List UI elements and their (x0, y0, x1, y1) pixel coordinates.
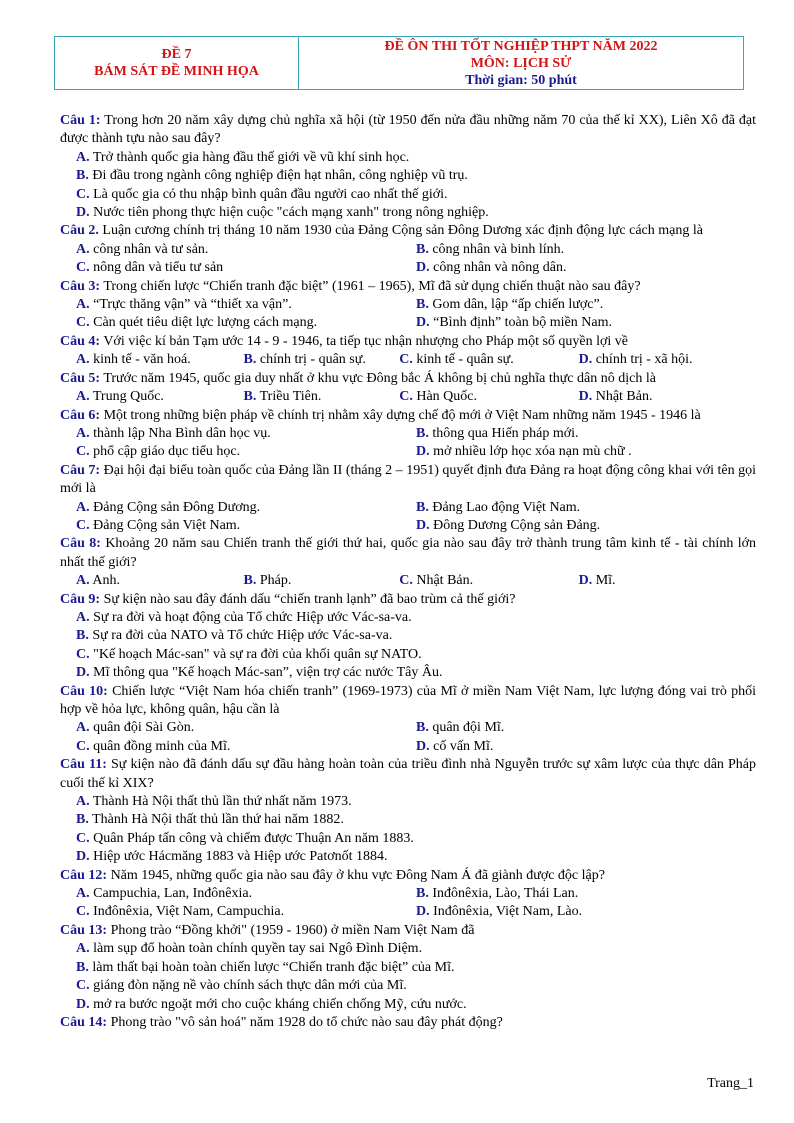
option-letter: B. (416, 886, 429, 902)
question-number: Câu 3: (60, 278, 101, 294)
question-stem (60, 370, 756, 388)
option-list (76, 609, 756, 683)
option-letter: B. (416, 425, 429, 441)
answer-option[interactable] (416, 296, 756, 314)
question-text: Khoảng 20 năm sau Chiến tranh thế giới thứ hai, quốc gia nào sau đây trở thành trung tâm kinh tế - tài chính lớn nhất thế giới? (60, 536, 756, 570)
answer-option[interactable] (76, 609, 756, 627)
answer-option[interactable] (399, 388, 578, 406)
question-text: Chiến lược “Việt Nam hóa chiến tranh” (1969-1973) của Mĩ ở miền Nam Việt Nam, lực lượng đóng vai trò phối hợp về hỏa lực, không quân, hậu cần là (60, 683, 756, 717)
answer-option[interactable] (76, 517, 416, 535)
answer-option[interactable] (416, 259, 756, 277)
option-text: phổ cập giáo dục tiểu học. (93, 444, 241, 460)
option-letter: D. (578, 389, 593, 405)
option-text: kinh tế - quân sự. (416, 352, 514, 368)
option-text: Nước tiên phong thực hiện cuộc "cách mạng xanh" trong nông nghiệp. (93, 205, 489, 221)
option-letter: C. (399, 352, 413, 368)
option-text: công nhân và binh lính. (432, 241, 565, 257)
question-text: Sự kiện nào đã đánh dấu sự đầu hàng hoàn toàn của triều đình nhà Nguyễn trước sự xâm lược của thực dân Pháp cuối thế kỉ XIX? (60, 757, 757, 791)
option-letter: D. (416, 444, 430, 460)
answer-option[interactable] (76, 241, 416, 259)
option-letter: A. (76, 720, 90, 736)
option-letter: B. (76, 959, 89, 975)
option-text: “Trực thăng vận” và “thiết xa vận”. (93, 297, 292, 313)
option-letter: A. (76, 425, 90, 441)
option-letter: B. (243, 389, 257, 405)
question-stem (60, 922, 756, 940)
option-text: kinh tế - văn hoá. (93, 352, 191, 368)
question-stem (60, 278, 756, 296)
option-text: Sự ra đời của NATO và Tổ chức Hiệp ước Vác-sa-va. (92, 628, 393, 644)
option-text: "Kế hoạch Mác-san" và sự ra đời của khối quân sự NATO. (93, 646, 422, 662)
exam-subject: MÔN: LỊCH SỬ (470, 55, 572, 71)
option-letter: B. (416, 241, 429, 257)
option-letter: C. (76, 315, 90, 331)
option-letter: C. (76, 260, 90, 276)
option-list (76, 149, 756, 223)
question-stem (60, 683, 756, 720)
option-row (76, 241, 756, 259)
option-text: “Bình định” toàn bộ miền Nam. (433, 315, 612, 331)
question (60, 535, 756, 590)
question-text: Trong hơn 20 năm xây dựng chủ nghĩa xã hội (từ 1950 đến nửa đầu những năm 70 của thế kỉ XX), Liên Xô đã đạt được thành tựu nào sau đây? (60, 113, 757, 147)
option-text: thành lập Nha Bình dân học vụ. (93, 425, 271, 441)
answer-option[interactable] (76, 959, 756, 977)
answer-option[interactable] (76, 259, 416, 277)
option-text: Đảng Cộng sản Việt Nam. (93, 517, 241, 533)
option-row (76, 903, 756, 921)
option-text: giáng đòn nặng nề vào chính sách thực dân mới của Mĩ. (93, 978, 407, 994)
option-text: nông dân và tiểu tư sản (93, 260, 224, 276)
option-letter: D. (578, 352, 593, 368)
option-letter: C. (76, 517, 90, 533)
answer-option[interactable] (76, 903, 416, 921)
option-text: công nhân và nông dân. (433, 260, 567, 276)
question-stem (60, 867, 756, 885)
option-text: mở nhiều lớp học xóa nạn mù chữ . (433, 444, 632, 460)
option-text: quân đội Sài Gòn. (93, 720, 195, 736)
answer-option[interactable] (244, 572, 400, 590)
option-text: làm thất bại hoàn toàn chiến lược “Chiến tranh đặc biệt” của Mĩ. (92, 959, 455, 975)
option-letter: A. (76, 573, 90, 589)
option-letter: C. (399, 573, 413, 589)
option-text: Đảng Cộng sản Đông Dương. (93, 499, 261, 515)
answer-option[interactable] (76, 830, 756, 848)
option-text: Triều Tiên. (259, 389, 322, 405)
exam-subtitle: BÁM SÁT ĐỀ MINH HỌA (94, 64, 259, 79)
question-number: Câu 8: (60, 536, 101, 552)
answer-option[interactable] (76, 627, 756, 645)
answer-option[interactable] (76, 811, 756, 829)
option-letter: D. (76, 996, 90, 1012)
question (60, 867, 756, 922)
question (60, 683, 756, 757)
option-letter: B. (243, 573, 257, 589)
exam-header (54, 36, 744, 90)
answer-option[interactable] (416, 443, 756, 461)
question-number: Câu 1: (60, 113, 101, 128)
option-letter: B. (243, 352, 257, 368)
option-letter: D. (76, 205, 90, 221)
question (60, 407, 756, 462)
option-text: Càn quét tiêu diệt lực lượng cách mạng. (93, 315, 318, 331)
option-text: Hàn Quốc. (416, 389, 478, 405)
answer-option[interactable] (579, 572, 756, 590)
answer-option[interactable] (416, 314, 756, 332)
question-stem (60, 222, 756, 240)
answer-option[interactable] (76, 738, 416, 756)
answer-option[interactable] (244, 351, 400, 369)
option-text: quân đội Mĩ. (432, 720, 505, 736)
question-number: Câu 10: (60, 683, 108, 699)
question-number: Câu 12: (60, 867, 108, 883)
option-letter: C. (76, 904, 90, 920)
option-letter: B. (76, 168, 89, 184)
answer-option[interactable] (416, 241, 756, 259)
option-row (76, 719, 756, 737)
option-letter: D. (416, 738, 430, 754)
option-text: Thành Hà Nội thất thủ lần thứ hai năm 1882. (92, 812, 344, 828)
option-letter: C. (76, 444, 90, 460)
option-row (76, 314, 756, 332)
option-text: Mĩ thông qua "Kế hoạch Mác-san”, viện trợ các nước Tây Âu. (93, 665, 443, 681)
option-text: Mĩ. (595, 573, 616, 589)
question (60, 112, 756, 222)
option-text: Campuchia, Lan, Inđônêxia. (93, 886, 253, 902)
option-text: Đông Dương Cộng sản Đảng. (433, 517, 601, 533)
option-letter: D. (416, 517, 430, 533)
answer-option[interactable] (76, 388, 244, 406)
question-text: Năm 1945, những quốc gia nào sau đây ở khu vực Đông Nam Á đã giành được độc lập? (110, 867, 605, 883)
option-row (76, 443, 756, 461)
option-letter: D. (416, 904, 430, 920)
answer-option[interactable] (416, 885, 756, 903)
exam-duration: Thời gian: 50 phút (465, 72, 577, 88)
exam-title-box (299, 37, 743, 89)
option-row (76, 351, 756, 369)
question-number: Câu 2. (60, 223, 99, 239)
option-text: Pháp. (259, 573, 292, 589)
option-list (76, 793, 756, 867)
question (60, 333, 756, 370)
option-text: Inđônêxia, Lào, Thái Lan. (432, 886, 579, 902)
option-text: quân đồng minh của Mĩ. (93, 738, 231, 754)
option-text: cố vấn Mĩ. (433, 738, 494, 754)
option-text: chính trị - quân sự. (259, 352, 366, 368)
option-text: làm sụp đổ hoàn toàn chính quyền tay sai Ngô Đình Diệm. (93, 941, 423, 957)
option-letter: B. (416, 297, 429, 313)
question-stem (60, 407, 756, 425)
answer-option[interactable] (76, 664, 756, 682)
option-text: Inđônêxia, Việt Nam, Campuchia. (93, 904, 285, 920)
option-row (76, 738, 756, 756)
answer-option[interactable] (76, 425, 416, 443)
option-row (76, 517, 756, 535)
option-letter: B. (76, 628, 89, 644)
question (60, 278, 756, 333)
exam-code-box (55, 37, 299, 89)
option-text: Inđônêxia, Việt Nam, Lào. (433, 904, 583, 920)
option-letter: A. (76, 389, 90, 405)
option-list (76, 940, 756, 1014)
answer-option[interactable] (244, 388, 400, 406)
option-text: Thành Hà Nội thất thủ lần thứ nhất năm 1973. (92, 794, 352, 810)
option-letter: A. (76, 149, 90, 165)
question-text: Phong trào “Đồng khởi" (1959 - 1960) ở miền Nam Việt Nam đã (110, 922, 475, 938)
answer-option[interactable] (76, 314, 416, 332)
option-text: Hiệp ước Hácmăng 1883 và Hiệp ước Patơnốt 1884. (93, 849, 388, 865)
exam-number: ĐỀ 7 (161, 47, 192, 62)
option-text: Là quốc gia có thu nhập bình quân đầu người cao nhất thế giới. (93, 186, 448, 202)
option-letter: D. (578, 573, 593, 589)
option-text: Nhật Bản. (595, 389, 653, 405)
answer-option[interactable] (76, 793, 756, 811)
question (60, 222, 756, 277)
answer-option[interactable] (76, 149, 756, 167)
question-text: Đại hội đại biểu toàn quốc của Đảng lần II (tháng 2 – 1951) quyết định đưa Đảng ra hoạt động công khai với tên gọi mới là (60, 462, 757, 497)
option-text: Đảng Lao động Việt Nam. (432, 499, 581, 515)
question-text: Sự kiện nào sau đây đánh dấu “chiến tranh lạnh” đã bao trùm cả thế giới? (103, 591, 516, 607)
option-letter: A. (76, 794, 90, 810)
option-letter: C. (76, 978, 90, 994)
answer-option[interactable] (399, 351, 578, 369)
answer-option[interactable] (76, 351, 244, 369)
option-letter: C. (76, 186, 90, 202)
option-row (76, 885, 756, 903)
option-text: Nhật Bản. (416, 573, 474, 589)
option-row (76, 572, 756, 590)
option-text: chính trị - xã hội. (595, 352, 693, 368)
option-text: Gom dân, lập “ấp chiến lược”. (432, 297, 604, 313)
option-letter: A. (76, 499, 90, 515)
option-row (76, 499, 756, 517)
option-letter: B. (76, 812, 89, 828)
option-letter: D. (76, 665, 90, 681)
option-text: Sự ra đời và hoạt động của Tổ chức Hiệp ước Vác-sa-va. (93, 609, 412, 625)
question-stem (60, 756, 756, 793)
option-text: Quân Pháp tấn công và chiếm được Thuận An năm 1883. (93, 830, 414, 846)
question-list (60, 112, 756, 1032)
answer-option[interactable] (76, 204, 756, 222)
question-number: Câu 14: (60, 1014, 108, 1030)
answer-option[interactable] (76, 572, 244, 590)
option-letter: A. (76, 241, 90, 257)
answer-option[interactable] (76, 848, 756, 866)
option-letter: D. (76, 849, 90, 865)
answer-option[interactable] (76, 940, 756, 958)
page-number: Trang_1 (707, 1076, 754, 1091)
question-text: Phong trào "vô sản hoá" năm 1928 do tổ chức nào sau đây phát động? (110, 1014, 503, 1030)
question-stem (60, 462, 756, 499)
question-stem (60, 112, 756, 149)
answer-option[interactable] (416, 738, 756, 756)
answer-option[interactable] (76, 977, 756, 995)
answer-option[interactable] (76, 499, 416, 517)
question-text: Một trong những biện pháp về chính trị nhằm xây dựng chế độ mới ở Việt Nam những năm 1945 - 1946 là (103, 407, 701, 423)
option-text: Đi đầu trong ngành công nghiệp điện hạt nhân, công nghiệp vũ trụ. (92, 168, 468, 184)
option-letter: C. (399, 389, 413, 405)
option-text: Trung Quốc. (92, 389, 164, 405)
question-stem (60, 333, 756, 351)
answer-option[interactable] (76, 443, 416, 461)
option-text: Trở thành quốc gia hàng đầu thế giới về vũ khí sinh học. (92, 149, 410, 165)
exam-title: ĐỀ ÔN THI TỐT NGHIỆP THPT NĂM 2022 (384, 38, 658, 54)
option-letter: C. (76, 830, 90, 846)
option-letter: A. (76, 352, 90, 368)
option-letter: A. (76, 886, 90, 902)
option-letter: B. (416, 499, 429, 515)
question-number: Câu 7: (60, 462, 101, 478)
question-number: Câu 6: (60, 407, 101, 423)
question-number: Câu 11: (60, 757, 107, 773)
question-number: Câu 4: (60, 333, 101, 349)
option-text: mở ra bước ngoặt mới cho cuộc kháng chiến chống Mỹ, cứu nước. (93, 996, 467, 1012)
question (60, 591, 756, 683)
option-letter: A. (76, 297, 90, 313)
answer-option[interactable] (416, 903, 756, 921)
question-text: Với việc kí bản Tạm ước 14 - 9 - 1946, ta tiếp tục nhận nhượng cho Pháp một số quyền lợi về (103, 333, 629, 349)
answer-option[interactable] (76, 167, 756, 185)
answer-option[interactable] (76, 296, 416, 314)
answer-option[interactable] (399, 572, 578, 590)
option-letter: C. (76, 738, 90, 754)
question-number: Câu 9: (60, 591, 101, 607)
answer-option[interactable] (416, 719, 756, 737)
question (60, 370, 756, 407)
question (60, 1014, 756, 1032)
option-row (76, 296, 756, 314)
option-letter: A. (76, 941, 90, 957)
answer-option[interactable] (416, 425, 756, 443)
answer-option[interactable] (579, 388, 756, 406)
option-text: Anh. (92, 573, 120, 589)
answer-option[interactable] (76, 885, 416, 903)
question-stem (60, 535, 756, 572)
question-number: Câu 5: (60, 370, 101, 386)
question-stem (60, 1014, 756, 1032)
answer-option[interactable] (76, 996, 756, 1014)
option-row (76, 259, 756, 277)
option-row (76, 388, 756, 406)
answer-option[interactable] (416, 499, 756, 517)
question-text: Trước năm 1945, quốc gia duy nhất ở khu vực Đông bắc Á không bị chủ nghĩa thực dân nô dịch là (103, 370, 656, 386)
question-text: Trong chiến lược “Chiến tranh đặc biệt” (1961 – 1965), Mĩ đã sử dụng chiến thuật nào sau đây? (103, 278, 641, 294)
option-letter: B. (416, 720, 429, 736)
question-stem (60, 591, 756, 609)
question-number: Câu 13: (60, 922, 108, 938)
option-row (76, 425, 756, 443)
option-text: công nhân và tư sản. (93, 241, 209, 257)
question (60, 756, 756, 866)
option-letter: C. (76, 646, 90, 662)
question (60, 922, 756, 1014)
answer-option[interactable] (416, 517, 756, 535)
question (60, 462, 756, 536)
question-text: Luận cương chính trị tháng 10 năm 1930 của Đảng Cộng sản Đông Dương xác định động lực cách mạng là (102, 223, 703, 239)
answer-option[interactable] (76, 646, 756, 664)
answer-option[interactable] (76, 186, 756, 204)
option-letter: D. (416, 315, 430, 331)
answer-option[interactable] (76, 719, 416, 737)
answer-option[interactable] (579, 351, 756, 369)
option-letter: D. (416, 260, 430, 276)
option-text: thông qua Hiến pháp mới. (432, 425, 579, 441)
option-letter: A. (76, 609, 90, 625)
